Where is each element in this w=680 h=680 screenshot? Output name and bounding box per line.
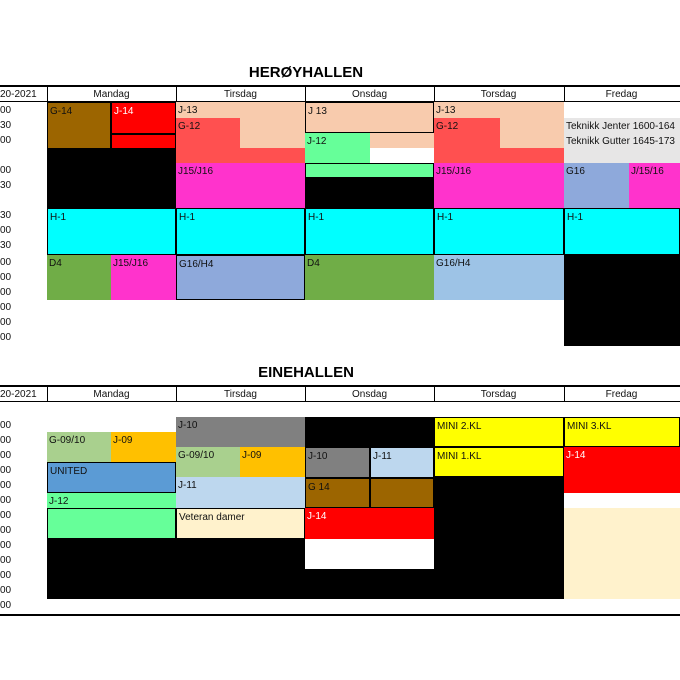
eine-title: EINEHALLEN (258, 364, 354, 381)
time-label: 30 (0, 240, 12, 251)
column-separator (176, 87, 177, 101)
schedule-block (47, 539, 176, 599)
schedule-block (370, 478, 434, 508)
heroy-day-tirsdag: Tirsdag (224, 89, 257, 100)
heroy-day-onsdag: Onsdag (351, 89, 388, 100)
teknikk-note: Teknikk Gutter 1645-173 (566, 136, 675, 147)
schedule-block: MINI 1.KL (434, 447, 564, 477)
schedule-block: G-12 (176, 118, 240, 163)
schedule-block: J-09 (111, 432, 176, 462)
schedule-block: G-14 (47, 102, 111, 149)
eine-top-rule (0, 385, 680, 387)
schedule-block (564, 508, 680, 599)
column-separator (47, 87, 48, 101)
time-label: 00 (0, 525, 12, 536)
schedule-block (500, 118, 564, 148)
schedule-block: G 14 (305, 478, 370, 508)
eine-header-rule (0, 401, 680, 402)
time-label: 30 (0, 210, 12, 221)
schedule-block: G-09/10 (47, 432, 111, 462)
column-separator (176, 387, 177, 401)
time-label: 00 (0, 435, 12, 446)
schedule-block: D4 (47, 255, 111, 300)
schedule-block: H-1 (176, 208, 305, 255)
schedule-block: H-1 (305, 208, 434, 255)
schedule-block: Veteran damer (176, 508, 305, 539)
heroy-day-mandag: Mandag (93, 89, 130, 100)
schedule-block (47, 508, 176, 539)
eine-season: 20-2021 (0, 389, 37, 400)
schedule-block: J-13 (434, 102, 564, 118)
schedule-block: J15/J16 (434, 163, 564, 208)
schedule-block (176, 539, 305, 599)
schedule-block: J15/J16 (176, 163, 305, 208)
schedule-block: J-14 (305, 508, 434, 539)
schedule-block: D4 (305, 255, 434, 300)
schedule-block: J-11 (176, 477, 305, 508)
schedule-block (240, 118, 305, 148)
column-separator (434, 87, 435, 101)
column-separator (305, 87, 306, 101)
schedule-block: J/15/16 (629, 163, 680, 208)
eine-bottom-rule (0, 614, 680, 616)
schedule-block: MINI 2.KL (434, 417, 564, 447)
time-label: 00 (0, 272, 12, 283)
schedule-block: H-1 (47, 208, 176, 255)
heroy-season: 20-2021 (0, 89, 37, 100)
schedule-block (564, 255, 680, 346)
schedule-block: J-14 (111, 102, 176, 134)
schedule-block (370, 133, 434, 148)
time-label: 00 (0, 480, 12, 491)
time-label: 00 (0, 420, 12, 431)
column-separator (564, 87, 565, 101)
time-label: 00 (0, 540, 12, 551)
schedule-block: J-12 (305, 133, 370, 163)
time-label: 00 (0, 135, 12, 146)
schedule-block: J-10 (176, 417, 305, 447)
schedule-block: J 13 (305, 102, 434, 133)
schedule-block: H-1 (434, 208, 564, 255)
eine-day-fredag: Fredag (605, 389, 638, 400)
teknikk-note: Teknikk Jenter 1600-164 (566, 121, 675, 132)
time-label: 00 (0, 585, 12, 596)
time-label: 00 (0, 510, 12, 521)
heroy-day-fredag: Fredag (605, 89, 638, 100)
time-label: 00 (0, 257, 12, 268)
schedule-block (500, 148, 564, 163)
schedule-block: J-11 (370, 447, 434, 478)
eine-day-torsdag: Torsdag (480, 389, 517, 400)
heroy-top-rule (0, 85, 680, 87)
time-label: 00 (0, 105, 12, 116)
column-separator (564, 387, 565, 401)
schedule-block: J-12 (47, 493, 176, 508)
schedule-block (305, 178, 434, 208)
time-label: 00 (0, 332, 12, 343)
schedule-block: J-09 (240, 447, 305, 477)
schedule-block: J-10 (305, 447, 370, 478)
time-label: 00 (0, 495, 12, 506)
schedule-block: J15/J16 (111, 255, 176, 300)
column-separator (305, 387, 306, 401)
time-label: 00 (0, 225, 12, 236)
schedule-block: G-12 (434, 118, 500, 163)
time-label: 00 (0, 317, 12, 328)
time-label: 30 (0, 120, 12, 131)
time-label: 30 (0, 180, 12, 191)
schedule-block: MINI 3.KL (564, 417, 680, 447)
schedule-block (240, 148, 305, 163)
eine-day-tirsdag: Tirsdag (224, 389, 257, 400)
time-label: 00 (0, 600, 12, 611)
schedule-block (305, 163, 434, 178)
heroy-day-torsdag: Torsdag (480, 89, 517, 100)
schedule-block: H-1 (564, 208, 680, 255)
schedule-block (305, 417, 434, 447)
time-label: 00 (0, 450, 12, 461)
time-label: 00 (0, 570, 12, 581)
schedule-block (47, 149, 176, 208)
time-label: 00 (0, 165, 12, 176)
eine-day-mandag: Mandag (93, 389, 130, 400)
time-label: 00 (0, 287, 12, 298)
schedule-block: UNITED (47, 462, 176, 493)
time-label: 00 (0, 555, 12, 566)
column-separator (434, 387, 435, 401)
schedule-block: J-14 (564, 447, 680, 493)
schedule-block (111, 134, 176, 149)
schedule-block: G16 (564, 163, 629, 208)
schedule-block (305, 569, 434, 599)
time-label: 00 (0, 302, 12, 313)
eine-day-onsdag: Onsdag (351, 389, 388, 400)
schedule-block (434, 569, 564, 599)
time-label: 00 (0, 465, 12, 476)
schedule-block: G-09/10 (176, 447, 240, 477)
column-separator (47, 387, 48, 401)
schedule-block: G16/H4 (434, 255, 564, 300)
schedule-block: J-13 (176, 102, 305, 118)
heroy-title: HERØYHALLEN (248, 64, 364, 81)
schedule-block: G16/H4 (176, 255, 305, 300)
